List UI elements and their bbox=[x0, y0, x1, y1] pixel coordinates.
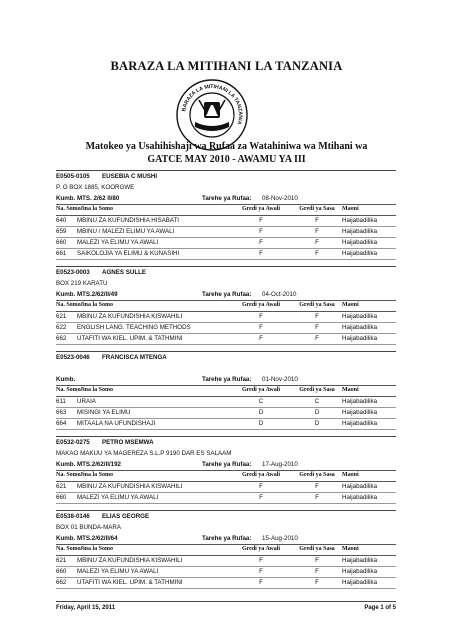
reference-number: Kumb. MTS.2/62/II/49 bbox=[56, 291, 118, 298]
grade-before: F bbox=[259, 217, 263, 224]
subject-no: 621 bbox=[56, 483, 67, 490]
appeal-date-label: Tarehe ya Rufaa: bbox=[202, 535, 252, 542]
grade-now: F bbox=[315, 483, 319, 490]
page-footer bbox=[56, 601, 396, 614]
col-subject-no: Na. Somo bbox=[56, 206, 81, 212]
table-row bbox=[56, 493, 396, 504]
reference-number: Kumb. MTS. 2/62 II/80 bbox=[56, 195, 120, 202]
subject-no: 662 bbox=[56, 335, 67, 342]
appeal-date-label: Tarehe ya Rufaa: bbox=[202, 291, 252, 298]
remarks: Haijabadilika bbox=[342, 250, 378, 257]
col-subject-name: Jina la Somo bbox=[80, 387, 114, 393]
col-grade-before: Gredi ya Awali bbox=[241, 302, 281, 308]
grade-before: C bbox=[258, 398, 264, 405]
table-row bbox=[56, 323, 396, 334]
table-header bbox=[56, 385, 396, 397]
candidate-record bbox=[56, 266, 396, 351]
footer-date: Friday, April 15, 2011 bbox=[56, 605, 116, 611]
remarks: Haijabadilika bbox=[342, 568, 378, 575]
candidate-number: E0532-0275 bbox=[56, 439, 90, 446]
col-subject-no: Na. Somo bbox=[56, 302, 81, 308]
col-subject-no: Na. Somo bbox=[56, 546, 81, 552]
report-subtitle: Matokeo ya Usahihishaji wa Rufaa za Watahiniwa wa Mtihani wa bbox=[85, 141, 368, 152]
table-row bbox=[56, 238, 396, 249]
table-header bbox=[56, 544, 396, 556]
appeal-date: 17-Aug-2010 bbox=[262, 461, 298, 468]
grade-before: F bbox=[259, 579, 263, 586]
records-list bbox=[56, 170, 396, 589]
page-number: Page 1 of 5 bbox=[364, 605, 396, 611]
page-title: BARAZA LA MITIHANI LA TANZANIA bbox=[110, 59, 343, 73]
col-grade-now: Gredi ya Sasa bbox=[299, 472, 335, 478]
col-remarks: Maoni bbox=[342, 472, 359, 478]
grade-before: F bbox=[259, 324, 263, 331]
subject-name: URAIA bbox=[77, 398, 96, 405]
grade-now: F bbox=[315, 228, 319, 235]
appeal-date: 01-Nov-2010 bbox=[262, 376, 298, 383]
candidate-address: MAKAO MAKUU YA MAGEREZA S.L.P 9190 DAR ES SALAAM bbox=[56, 450, 232, 457]
appeal-date: 15-Aug-2010 bbox=[262, 535, 298, 542]
grade-now: F bbox=[315, 239, 319, 246]
subject-no: 611 bbox=[56, 398, 66, 405]
col-grade-now: Gredi ya Sasa bbox=[299, 387, 335, 393]
candidate-name: AGNES SULLE bbox=[102, 269, 147, 276]
reference-number: Kumb. MTS.2/62/II/192 bbox=[56, 461, 121, 468]
subject-no: 660 bbox=[56, 494, 67, 501]
subject-name: MBINU ZA KUFUNDISHIA KISWAHILI bbox=[77, 313, 183, 320]
appeal-date-label: Tarehe ya Rufaa: bbox=[202, 461, 252, 468]
candidate-number: E0505-0105 bbox=[56, 173, 90, 180]
col-remarks: Maoni bbox=[342, 206, 359, 212]
grade-now: F bbox=[315, 335, 319, 342]
candidate-number: E0538-0146 bbox=[56, 513, 90, 520]
remarks: Haijabadilika bbox=[342, 557, 378, 564]
table-header bbox=[56, 470, 396, 482]
subject-no: 664 bbox=[56, 420, 67, 427]
subject-name: MITAALA NA UFUNDISHAJI bbox=[77, 420, 156, 427]
subject-name: MALEZI YA ELIMU YA AWALI bbox=[77, 239, 159, 246]
table-row bbox=[56, 216, 396, 227]
grade-now: F bbox=[315, 557, 319, 564]
grade-now: D bbox=[314, 409, 320, 416]
candidate-address: BOX 219 KARATU bbox=[56, 280, 108, 287]
remarks: Haijabadilika bbox=[342, 324, 378, 331]
reference-number: Kumb. MTS.2/62/II/64 bbox=[56, 535, 118, 542]
grade-now: F bbox=[315, 250, 319, 257]
subject-no: 660 bbox=[56, 568, 67, 575]
remarks: Haijabadilika bbox=[342, 217, 378, 224]
candidate-number: E0523-0003 bbox=[56, 269, 90, 276]
appeal-date-label: Tarehe ya Rufaa: bbox=[202, 195, 252, 202]
subject-no: 661 bbox=[56, 250, 67, 257]
grade-before: F bbox=[259, 239, 263, 246]
grade-now: F bbox=[315, 217, 319, 224]
table-header bbox=[56, 300, 396, 312]
subject-no: 662 bbox=[56, 579, 67, 586]
subject-no: 640 bbox=[56, 217, 67, 224]
grade-before: F bbox=[259, 483, 263, 490]
candidate-address: BOX 01 BUNDA-MARA bbox=[56, 524, 121, 531]
grade-before: D bbox=[258, 420, 264, 427]
candidate-name: PETRO MSEMWA bbox=[102, 439, 154, 446]
col-subject-no: Na. Somo bbox=[56, 387, 81, 393]
col-grade-now: Gredi ya Sasa bbox=[299, 206, 335, 212]
candidate-record bbox=[56, 170, 396, 266]
seal-text: BARAZA LA MITIHANI LA TANZANIA bbox=[181, 83, 244, 126]
remarks: Haijabadilika bbox=[342, 239, 378, 246]
subject-no: 660 bbox=[56, 239, 67, 246]
subject-name: MBINU / MALEZI ELIMU YA AWALI bbox=[77, 228, 175, 235]
remarks: Haijabadilika bbox=[342, 494, 378, 501]
table-header bbox=[56, 204, 396, 216]
col-grade-before: Gredi ya Awali bbox=[241, 472, 281, 478]
subject-name: UTAFITI WA KIEL. UPIM. & TATHMINI bbox=[77, 579, 183, 586]
remarks: Haijabadilika bbox=[342, 313, 378, 320]
grade-before: F bbox=[259, 568, 263, 575]
table-row bbox=[56, 567, 396, 578]
candidate-record bbox=[56, 510, 396, 589]
candidate-record bbox=[56, 436, 396, 510]
grade-now: C bbox=[314, 398, 320, 405]
grade-before: F bbox=[259, 494, 263, 501]
col-remarks: Maoni bbox=[342, 387, 359, 393]
appeal-date: 08-Nov-2010 bbox=[262, 195, 298, 202]
col-subject-name: Jina la Somo bbox=[80, 546, 114, 552]
table-row bbox=[56, 334, 396, 345]
table-row bbox=[56, 419, 396, 430]
candidate-name: FRANCISCA MTENGA bbox=[102, 354, 167, 361]
subject-name: UTAFITI WA KIEL. UPIM. & TATHMINI bbox=[77, 335, 183, 342]
remarks: Haijabadilika bbox=[342, 409, 378, 416]
col-remarks: Maoni bbox=[342, 546, 359, 552]
grade-before: F bbox=[259, 557, 263, 564]
col-grade-now: Gredi ya Sasa bbox=[299, 302, 335, 308]
subject-name: MBINU ZA KUFUNDISHIA KISWAHILI bbox=[77, 483, 183, 490]
reference-number: Kumb. bbox=[56, 376, 76, 383]
remarks: Haijabadilika bbox=[342, 398, 378, 405]
candidate-address: P. O BOX 1885, KOORGWE bbox=[56, 184, 135, 191]
table-row bbox=[56, 578, 396, 589]
remarks: Haijabadilika bbox=[342, 228, 378, 235]
col-grade-now: Gredi ya Sasa bbox=[299, 546, 335, 552]
table-row bbox=[56, 312, 396, 323]
candidate-record bbox=[56, 351, 396, 436]
col-subject-name: Jina la Somo bbox=[80, 472, 114, 478]
subject-name: ENGLISH LANG. TEACHING METHODS bbox=[77, 324, 191, 331]
remarks: Haijabadilika bbox=[342, 335, 378, 342]
candidate-number: E0523-0046 bbox=[56, 354, 90, 361]
subject-name: SAIKOLOJIA YA ELIMU & KUNASIHI bbox=[77, 250, 180, 257]
grade-now: F bbox=[315, 579, 319, 586]
grade-now: F bbox=[315, 324, 319, 331]
appeal-date-label: Tarehe ya Rufaa: bbox=[202, 376, 252, 383]
col-subject-no: Na. Somo bbox=[56, 472, 81, 478]
subject-name: MALEZI YA ELIMU YA AWALI bbox=[77, 568, 159, 575]
grade-now: F bbox=[315, 313, 319, 320]
col-remarks: Maoni bbox=[342, 302, 359, 308]
subject-no: 622 bbox=[56, 324, 67, 331]
col-subject-name: Jina la Somo bbox=[80, 302, 114, 308]
exam-session: GATCE MAY 2010 - AWAMU YA III bbox=[147, 154, 306, 165]
remarks: Haijabadilika bbox=[342, 483, 378, 490]
subject-no: 621 bbox=[56, 557, 67, 564]
grade-before: D bbox=[258, 409, 264, 416]
grade-now: D bbox=[314, 420, 320, 427]
col-subject-name: Jina la Somo bbox=[80, 206, 114, 212]
candidate-name: EUSEBIA C MUSHI bbox=[102, 173, 158, 180]
remarks: Haijabadilika bbox=[342, 579, 378, 586]
appeal-date: 04-Oct-2010 bbox=[262, 291, 297, 298]
subject-name: MALEZI YA ELIMU YA AWALI bbox=[77, 494, 159, 501]
subject-name: MBINU ZA KUFUNDISHIA KISWAHILI bbox=[77, 557, 183, 564]
subject-name: MBINU ZA KUFUNDISHIA HISABATI bbox=[77, 217, 179, 224]
subject-no: 659 bbox=[56, 228, 67, 235]
subject-no: 621 bbox=[56, 313, 67, 320]
table-row bbox=[56, 227, 396, 238]
grade-before: F bbox=[259, 228, 263, 235]
table-row bbox=[56, 556, 396, 567]
grade-now: F bbox=[315, 568, 319, 575]
table-row bbox=[56, 249, 396, 260]
subject-no: 663 bbox=[56, 409, 67, 416]
candidate-name: ELIAS GEORGE bbox=[102, 513, 150, 520]
col-grade-before: Gredi ya Awali bbox=[241, 546, 281, 552]
table-row bbox=[56, 397, 396, 408]
col-grade-before: Gredi ya Awali bbox=[241, 387, 281, 393]
table-row bbox=[56, 482, 396, 493]
col-grade-before: Gredi ya Awali bbox=[241, 206, 281, 212]
grade-now: F bbox=[315, 494, 319, 501]
subject-name: MISINGI YA ELIMU bbox=[77, 409, 131, 416]
grade-before: F bbox=[259, 250, 263, 257]
grade-before: F bbox=[259, 335, 263, 342]
table-row bbox=[56, 408, 396, 419]
remarks: Haijabadilika bbox=[342, 420, 378, 427]
grade-before: F bbox=[259, 313, 263, 320]
